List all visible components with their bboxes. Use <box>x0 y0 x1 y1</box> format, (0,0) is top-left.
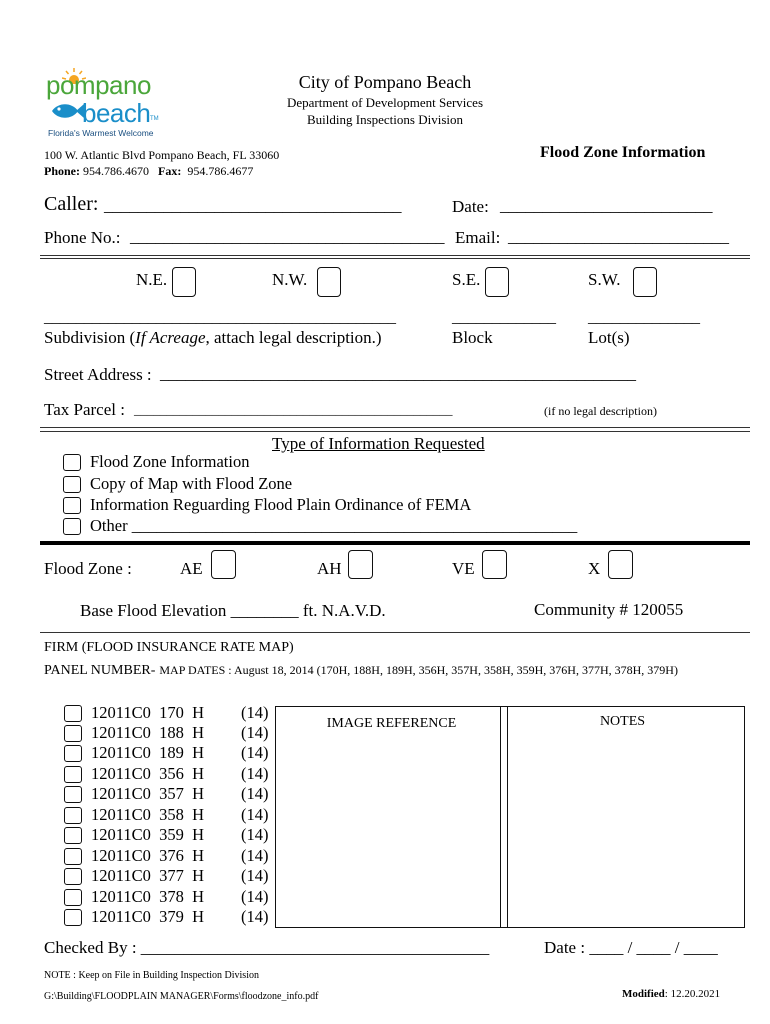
info-option[interactable] <box>63 452 249 472</box>
caller-field[interactable]: ___________________________________ <box>104 196 402 215</box>
logo-word-pompano: pompano <box>46 70 151 100</box>
panel-option[interactable] <box>64 703 269 723</box>
info-requested-title: Type of Information Requested <box>272 434 485 453</box>
panel-num: (14) <box>241 703 269 722</box>
city-name: City of Pompano Beach <box>298 72 472 92</box>
footer-date-field[interactable]: Date : ____ / ____ / ____ <box>544 938 718 957</box>
panel-option[interactable] <box>64 825 269 845</box>
caller-label: Caller: <box>44 193 99 215</box>
notes-box[interactable] <box>500 706 745 928</box>
modified-label: Modified <box>622 988 665 1000</box>
panel-code: 12011C0 376 H <box>91 846 205 865</box>
phone-number: 954.786.4670 <box>83 164 149 178</box>
panel-option[interactable] <box>64 723 269 743</box>
panel-option[interactable] <box>64 784 269 804</box>
firm-title: FIRM (FLOOD INSURANCE RATE MAP) <box>44 640 294 655</box>
panel-num: (14) <box>241 784 269 803</box>
panel-num: (14) <box>241 764 269 783</box>
logo-tagline: Florida's Warmest Welcome <box>48 128 154 138</box>
panel-code: 12011C0 379 H <box>91 907 205 926</box>
panel-num: (14) <box>241 866 269 885</box>
date-label: Date: <box>452 197 489 216</box>
info-option[interactable] <box>63 474 292 494</box>
checkbox[interactable] <box>64 766 82 783</box>
info-option-label: Copy of Map with Flood Zone <box>90 474 293 493</box>
base-flood-elevation[interactable]: Base Flood Elevation ________ ft. N.A.V.D. <box>80 601 386 620</box>
quadrant-nw-checkbox[interactable] <box>317 267 341 297</box>
quadrant-nw-label: N.W. <box>272 270 308 289</box>
panel-code: 12011C0 188 H <box>91 723 205 742</box>
checkbox[interactable] <box>63 497 81 514</box>
phone-label: Phone: <box>44 164 80 178</box>
checkbox[interactable] <box>63 476 81 493</box>
checkbox[interactable] <box>64 745 82 762</box>
quadrant-ne-label: N.E. <box>136 270 168 289</box>
panel-num: (14) <box>241 743 269 762</box>
email-field[interactable]: __________________________ <box>508 227 729 246</box>
panel-code: 12011C0 357 H <box>91 784 205 803</box>
modified-line <box>622 988 720 1000</box>
checkbox[interactable] <box>64 868 82 885</box>
panel-num: (14) <box>241 723 269 742</box>
quadrant-sw-label: S.W. <box>588 270 621 289</box>
panel-option[interactable] <box>64 743 269 763</box>
info-option-label: Other ______________________________________________________ <box>90 516 578 535</box>
checkbox[interactable] <box>64 827 82 844</box>
checkbox[interactable] <box>64 725 82 742</box>
checkbox[interactable] <box>63 454 81 471</box>
lots-label: Lot(s) <box>588 328 630 347</box>
zone-ah-label: AH <box>317 559 342 578</box>
panel-code: 12011C0 377 H <box>91 866 205 885</box>
checkbox[interactable] <box>64 786 82 803</box>
zone-ae-label: AE <box>180 559 203 578</box>
info-option[interactable] <box>63 495 471 515</box>
date-field[interactable]: _________________________ <box>500 196 713 215</box>
panel-code: 12011C0 378 H <box>91 887 205 906</box>
block-label: Block <box>452 328 493 347</box>
community-number: Community # 120055 <box>534 600 684 619</box>
logo-tm: TM <box>150 116 159 122</box>
contact-line <box>44 164 253 179</box>
tax-parcel-field[interactable]: _________________________________________________ <box>134 402 453 417</box>
office-address: 100 W. Atlantic Blvd Pompano Beach, FL 33060 <box>44 148 280 162</box>
divider <box>40 431 750 432</box>
panel-code: 12011C0 170 H <box>91 703 205 722</box>
subdivision-label <box>44 328 382 348</box>
checked-by-field[interactable]: Checked By : _________________________________________ <box>44 938 490 957</box>
block-field[interactable]: _____________ <box>452 309 556 326</box>
panel-option[interactable] <box>64 887 269 907</box>
tax-parcel-note: (if no legal description) <box>544 404 657 418</box>
logo-word-beach: beach <box>82 98 151 128</box>
panel-code: 12011C0 356 H <box>91 764 205 783</box>
thick-divider <box>40 541 750 545</box>
panel-num: (14) <box>241 846 269 865</box>
checkbox[interactable] <box>64 705 82 722</box>
phone-no-label: Phone No.: <box>44 228 121 247</box>
image-reference-label: IMAGE REFERENCE <box>326 716 457 731</box>
zone-ah-checkbox[interactable] <box>348 550 373 579</box>
checkbox[interactable] <box>64 807 82 824</box>
info-option[interactable] <box>63 516 577 536</box>
panel-number-label: PANEL NUMBER- <box>44 663 156 678</box>
checkbox[interactable] <box>64 909 82 926</box>
panel-num: (14) <box>241 825 269 844</box>
subdivision-field[interactable]: ____________________________________________ <box>44 309 396 326</box>
zone-x-checkbox[interactable] <box>608 550 633 579</box>
zone-ve-checkbox[interactable] <box>482 550 507 579</box>
subdivision-label-prefix: Subdivision ( <box>44 328 136 347</box>
panel-option[interactable] <box>64 846 269 866</box>
panel-num: (14) <box>241 887 269 906</box>
flood-zone-label: Flood Zone : <box>44 559 132 578</box>
panel-option[interactable] <box>64 907 269 927</box>
street-address-label: Street Address : <box>44 365 152 384</box>
panel-option[interactable] <box>64 805 269 825</box>
panel-num: (14) <box>241 805 269 824</box>
division-name: Building Inspections Division <box>307 112 463 127</box>
checkbox[interactable] <box>64 889 82 906</box>
fax-label: Fax: <box>158 164 182 178</box>
fax-number: 954.786.4677 <box>187 164 254 178</box>
notes-label: NOTES <box>599 714 646 729</box>
quadrant-sw-checkbox[interactable] <box>633 267 657 297</box>
lots-field[interactable]: ______________ <box>588 309 700 326</box>
modified-date: : 12.20.2021 <box>664 988 721 1000</box>
zone-x-label: X <box>588 559 601 578</box>
file-path: G:\Building\FLOODPLAIN MANAGER\Forms\floodzone_info.pdf <box>44 991 319 1002</box>
email-label: Email: <box>455 228 501 247</box>
quadrant-se-checkbox[interactable] <box>485 267 509 297</box>
panel-num: (14) <box>241 907 269 926</box>
subdivision-label-suffix: , attach legal description.) <box>205 328 382 347</box>
divider <box>40 632 750 633</box>
divider <box>40 258 750 259</box>
department-name: Department of Development Services <box>286 95 483 110</box>
zone-ve-label: VE <box>452 559 475 578</box>
panel-code: 12011C0 358 H <box>91 805 205 824</box>
divider <box>40 255 750 256</box>
zone-ae-checkbox[interactable] <box>211 550 236 579</box>
panel-number-line <box>44 661 678 679</box>
quadrant-se-label: S.E. <box>452 270 481 289</box>
image-reference-box[interactable] <box>275 706 508 928</box>
panel-option[interactable] <box>64 764 269 784</box>
panel-code: 12011C0 189 H <box>91 743 205 762</box>
checkbox[interactable] <box>63 518 81 535</box>
street-address-field[interactable]: ________________________________________________________ <box>160 364 636 383</box>
file-note: NOTE : Keep on File in Building Inspection Division <box>44 970 259 981</box>
checkbox[interactable] <box>64 848 82 865</box>
info-option-label: Information Reguarding Flood Plain Ordinance of FEMA <box>90 495 472 514</box>
subdivision-label-italic: If Acreage <box>135 328 206 347</box>
form-title: Flood Zone Information <box>540 144 706 161</box>
panel-option[interactable] <box>64 866 269 886</box>
quadrant-ne-checkbox[interactable] <box>172 267 196 297</box>
divider <box>40 427 750 428</box>
info-option-label: Flood Zone Information <box>90 452 250 471</box>
phone-no-field[interactable]: _____________________________________ <box>130 227 445 246</box>
map-dates: MAP DATES : August 18, 2014 (170H, 188H, 189H, 356H, 357H, 358H, 359H, 376H, 377H, 378H, 379H) <box>159 663 678 677</box>
tax-parcel-label: Tax Parcel : <box>44 400 125 419</box>
panel-code: 12011C0 359 H <box>91 825 205 844</box>
